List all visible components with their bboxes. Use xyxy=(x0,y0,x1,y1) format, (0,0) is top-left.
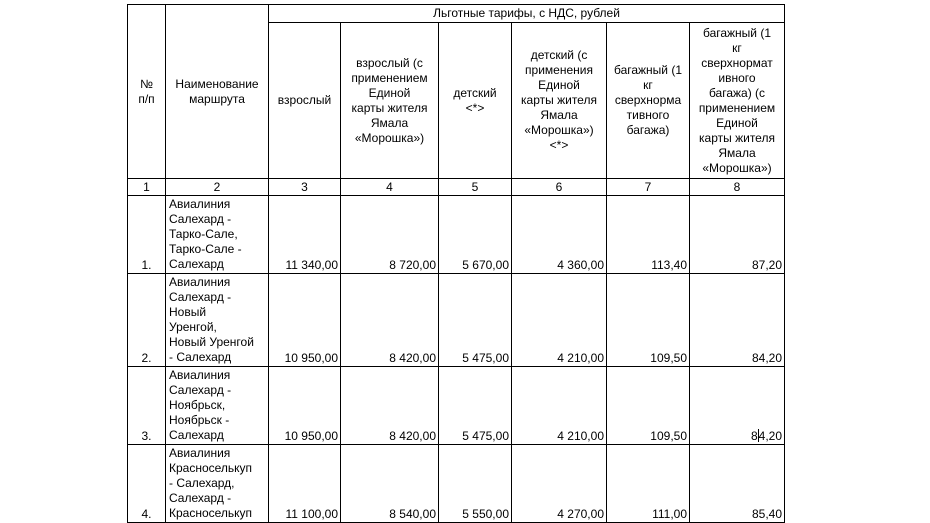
cell-adult-moroshka: 8 540,00 xyxy=(341,445,439,523)
column-number: 7 xyxy=(607,179,690,196)
header-adult-moroshka: взрослый (с применением Единой карты жителя Ямала «Морошка») xyxy=(341,23,439,179)
header-child-moroshka: детский (с применения Единой карты жителя Ямала «Морошка») <*> xyxy=(512,23,607,179)
cell-child: 5 475,00 xyxy=(439,367,512,445)
cell-baggage-moroshka[interactable] xyxy=(690,367,785,445)
cell-baggage: 109,50 xyxy=(607,274,690,367)
cell-adult: 11 340,00 xyxy=(269,196,341,274)
route-name: Авиалиния Салехард - Тарко-Сале, Тарко-Сале - Салехард xyxy=(166,196,269,274)
row-number: 4. xyxy=(128,445,166,523)
cell-child-moroshka: 4 210,00 xyxy=(512,274,607,367)
cell-baggage: 111,00 xyxy=(607,445,690,523)
header-num: № п/п xyxy=(128,5,166,179)
column-number: 1 xyxy=(128,179,166,196)
cell-child-moroshka: 4 270,00 xyxy=(512,445,607,523)
column-number: 4 xyxy=(341,179,439,196)
header-route-name: Наименование маршрута xyxy=(166,5,269,179)
cell-adult: 10 950,00 xyxy=(269,274,341,367)
cell-adult-moroshka: 8 720,00 xyxy=(341,196,439,274)
column-number: 8 xyxy=(690,179,785,196)
route-name: Авиалиния Салехард - Новый Уренгой, Новый Уренгой - Салехард xyxy=(166,274,269,367)
header-baggage-moroshka: багажный (1 кг сверхнормат ивного багажа) (с применением Единой карты жителя Ямала «Морошка») xyxy=(690,23,785,179)
table-row xyxy=(128,196,785,274)
row-number: 2. xyxy=(128,274,166,367)
tariff-table xyxy=(127,4,785,523)
cell-adult-moroshka: 8 420,00 xyxy=(341,274,439,367)
header-baggage: багажный (1 кг сверхнорма тивного багажа) xyxy=(607,23,690,179)
header-adult: взрослый xyxy=(269,23,341,179)
row-number: 1. xyxy=(128,196,166,274)
table-row xyxy=(128,274,785,367)
cell-child: 5 670,00 xyxy=(439,196,512,274)
column-number: 5 xyxy=(439,179,512,196)
cell-adult: 11 100,00 xyxy=(269,445,341,523)
column-number-row xyxy=(128,179,785,196)
cell-baggage: 113,40 xyxy=(607,196,690,274)
cell-child-moroshka: 4 360,00 xyxy=(512,196,607,274)
cell-baggage-moroshka: 84,20 xyxy=(690,274,785,367)
cell-child-moroshka: 4 210,00 xyxy=(512,367,607,445)
table-row xyxy=(128,445,785,523)
row-number: 3. xyxy=(128,367,166,445)
cell-child: 5 475,00 xyxy=(439,274,512,367)
column-number: 3 xyxy=(269,179,341,196)
table-row xyxy=(128,367,785,445)
cell-child: 5 550,00 xyxy=(439,445,512,523)
cell-baggage-moroshka: 85,40 xyxy=(690,445,785,523)
cell-text-part: 4,20 xyxy=(758,429,782,443)
route-name: Авиалиния Салехард - Ноябрьск, Ноябрьск - Салехард xyxy=(166,367,269,445)
header-child: детский <*> xyxy=(439,23,512,179)
cell-adult: 10 950,00 xyxy=(269,367,341,445)
cell-baggage: 109,50 xyxy=(607,367,690,445)
route-name: Авиалиния Красноселькуп - Салехард, Салехард - Красноселькуп xyxy=(166,445,269,523)
cell-adult-moroshka: 8 420,00 xyxy=(341,367,439,445)
column-number: 6 xyxy=(512,179,607,196)
cell-baggage-moroshka: 87,20 xyxy=(690,196,785,274)
column-number: 2 xyxy=(166,179,269,196)
cell-text-part: 8 xyxy=(750,429,758,443)
header-group-tariffs: Льготные тарифы, с НДС, рублей xyxy=(269,5,785,23)
